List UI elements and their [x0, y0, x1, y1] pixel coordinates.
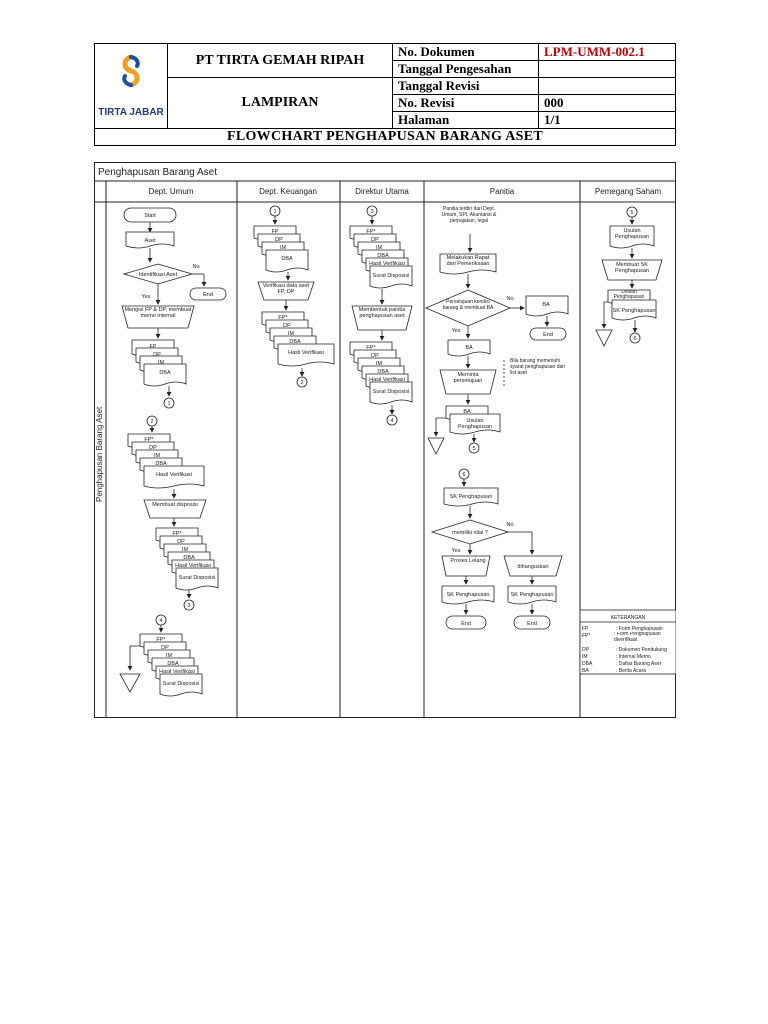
- end-label: End: [461, 621, 471, 627]
- doc-label: IM: [181, 547, 189, 553]
- connector-label: 4: [390, 418, 394, 424]
- make-sk-label: Membuat SK Penghapusan: [615, 262, 649, 274]
- connector-label: 6: [462, 472, 466, 478]
- make-team-label: Membentuk panitia penghapusan aset: [358, 307, 406, 319]
- dihanguskan-label: dihanguskan: [517, 564, 549, 570]
- side-label: Penghapusan Barang Aset: [95, 406, 104, 502]
- panitia-note: Panitia terdiri dari Dept. Umum, SPI, Akuntansi & perpajakan, legal: [441, 206, 497, 224]
- row-label: Tanggal Pengesahan: [393, 61, 539, 78]
- doc-label: DBA: [159, 370, 171, 376]
- doc-label: DP: [371, 353, 379, 359]
- doc-label: IM: [287, 331, 295, 337]
- doc-label: DBA: [377, 253, 389, 259]
- doc-label: DBA: [155, 461, 167, 467]
- legend-desc: : Internal Memo: [616, 654, 651, 660]
- doc-label: IM: [375, 361, 383, 367]
- start-label: Start: [144, 213, 156, 219]
- tirta-jabar-logo-icon: [101, 51, 161, 101]
- doc-label: Hasil Verifikasi: [369, 377, 405, 383]
- connector-label: 2: [300, 380, 304, 386]
- sk-label: SK Penghapusan: [446, 592, 490, 598]
- document-number: LPM-UMM-002.1: [539, 44, 676, 61]
- lelang-label: Proses Lelang: [450, 558, 486, 564]
- yes-label: Yes: [451, 548, 461, 554]
- legend-code: DBA: [582, 661, 593, 667]
- approval-decision-label: Persetujuan kondisi barang & membuat BA: [442, 299, 494, 311]
- row-label: No. Revisi: [393, 95, 539, 112]
- company-name: PT TIRTA GEMAH RIPAH: [168, 44, 393, 78]
- revision-number: 000: [539, 95, 676, 112]
- make-fp-label: Mengisi FP & DP, membuat memo internal: [124, 307, 192, 319]
- lane-header-dept-umum: Dept. Umum: [148, 187, 194, 196]
- doc-label: FP*: [366, 229, 376, 235]
- disposisi-label: Membuat disposisi: [152, 502, 198, 508]
- lane-header-pemegang-saham: Pemegang Saham: [594, 187, 662, 196]
- meeting-label: Melakukan Rapat dan Pemeriksaan: [446, 255, 490, 267]
- usulan-label: Usulan Penghapusan: [615, 228, 649, 240]
- legend-code: FP*: [582, 633, 591, 639]
- document-title: FLOWCHART PENGHAPUSAN BARANG ASET: [95, 129, 676, 146]
- doc-label: DBA: [183, 555, 195, 561]
- legend-code: DP: [582, 647, 589, 653]
- connector-label: 4: [159, 618, 163, 624]
- yes-label: Yes: [141, 294, 151, 300]
- connector-label: 3: [187, 603, 191, 609]
- end-label: End: [543, 332, 553, 338]
- value-decision-label: memiliki nilai ?: [452, 530, 488, 536]
- end-label: End: [527, 621, 537, 627]
- doc-label: FP: [271, 229, 279, 235]
- logo-cell: [95, 44, 168, 129]
- doc-label: FP*: [172, 531, 182, 537]
- doc-label: DBA: [281, 256, 293, 262]
- doc-label: DP: [149, 445, 157, 451]
- request-approval-label: Meminta persetujuan: [453, 372, 483, 384]
- doc-label: FP*: [156, 637, 166, 643]
- row-label: Tanggal Revisi: [393, 78, 539, 95]
- connector-label: 1: [167, 401, 171, 407]
- row-label: No. Dokumen: [393, 44, 539, 61]
- doc-label: IM: [165, 653, 173, 659]
- ba-label: BA: [463, 409, 471, 415]
- row-label: Halaman: [393, 112, 539, 129]
- doc-label: Hasil Verifikasi: [156, 472, 192, 478]
- doc-label: FP*: [366, 345, 376, 351]
- doc-label: IM: [157, 360, 165, 366]
- legend-desc: : Dokumen Pendukung: [616, 647, 667, 653]
- doc-label: Surat Disposisi: [162, 681, 200, 687]
- doc-label: Hasil Verifikasi: [175, 563, 211, 569]
- doc-label: DP: [371, 237, 379, 243]
- lane-header-direktur-utama: Direktur Utama: [355, 187, 409, 196]
- connector-label: 6: [633, 336, 637, 342]
- ba-label: BA: [542, 302, 550, 308]
- row-value: [539, 61, 676, 78]
- doc-label: Hasil Verifikasi: [159, 669, 195, 675]
- logo-text: TIRTA JABAR: [98, 107, 164, 118]
- doc-label: FP: [149, 344, 157, 350]
- doc-label: IM: [279, 245, 287, 251]
- sk-label: SK Penghapusan: [612, 308, 656, 314]
- section-name: LAMPIRAN: [168, 78, 393, 129]
- doc-label: Surat Disposisi: [372, 389, 410, 395]
- legend-title: KETERANGAN: [610, 615, 646, 621]
- no-label: No: [192, 264, 200, 270]
- usulan-label: Usulan Penghapusan: [613, 290, 645, 300]
- row-value: [539, 78, 676, 95]
- doc-label: DP: [177, 539, 185, 545]
- legend-desc: : Berita Acara: [616, 668, 647, 674]
- ba-label: BA: [465, 345, 473, 351]
- legend-code: BA: [582, 668, 589, 674]
- aset-label: Aset: [144, 238, 156, 244]
- connector-label: 2: [150, 419, 154, 425]
- no-label: No: [506, 296, 514, 302]
- legend-desc: : Form Penghapusan diverifikasi: [614, 632, 661, 643]
- doc-label: DBA: [377, 369, 389, 375]
- connector-label: 5: [472, 446, 476, 452]
- panitia-note-2: Bila barang memenuhi syarat penghapusan dari list aset: [510, 358, 566, 376]
- legend-desc: : Daftar Barang Aset: [616, 661, 662, 667]
- lane-header-dept-keuangan: Dept. Keuangan: [259, 187, 317, 196]
- connector-label: 1: [273, 209, 277, 215]
- doc-label: Surat Disposisi: [372, 273, 410, 279]
- identify-label: Identifikasi Aset: [138, 272, 178, 278]
- doc-label: DBA: [289, 339, 301, 345]
- flowchart-title: Penghapusan Barang Aset: [98, 167, 217, 178]
- flowchart: [94, 162, 676, 718]
- doc-label: FP*: [144, 437, 154, 443]
- doc-label: Surat Disposisi: [178, 575, 216, 581]
- sk-label: SK Penghapusan: [510, 592, 554, 598]
- doc-label: IM: [153, 453, 161, 459]
- doc-label: DP: [161, 645, 169, 651]
- doc-label: DP: [283, 323, 291, 329]
- connector-label: 5: [630, 210, 634, 216]
- page-number: 1/1: [539, 112, 676, 129]
- legend-code: FP: [582, 626, 589, 632]
- doc-label: DP: [275, 237, 283, 243]
- end-label: End: [203, 292, 213, 298]
- no-label: No: [506, 522, 514, 528]
- legend-code: IM: [582, 654, 588, 660]
- lane-header-panitia: Panitia: [489, 187, 515, 196]
- sk-label: SK Penghapusan: [449, 494, 493, 500]
- doc-label: Hasil Verifikasi: [288, 350, 324, 356]
- doc-label: DBA: [167, 661, 179, 667]
- doc-label: DP: [153, 352, 161, 358]
- yes-label: Yes: [451, 328, 461, 334]
- legend-desc: : Form Penghapusan: [616, 626, 663, 632]
- usulan-label: Usulan Penghapusan: [458, 418, 492, 430]
- document-header: [94, 43, 676, 146]
- verify-label: Verifikasi data aset FP, DP: [262, 283, 310, 295]
- doc-label: FP*: [278, 315, 288, 321]
- doc-label: IM: [375, 245, 383, 251]
- doc-label: Hasil Verifikasi: [369, 261, 405, 267]
- connector-label: 3: [370, 209, 374, 215]
